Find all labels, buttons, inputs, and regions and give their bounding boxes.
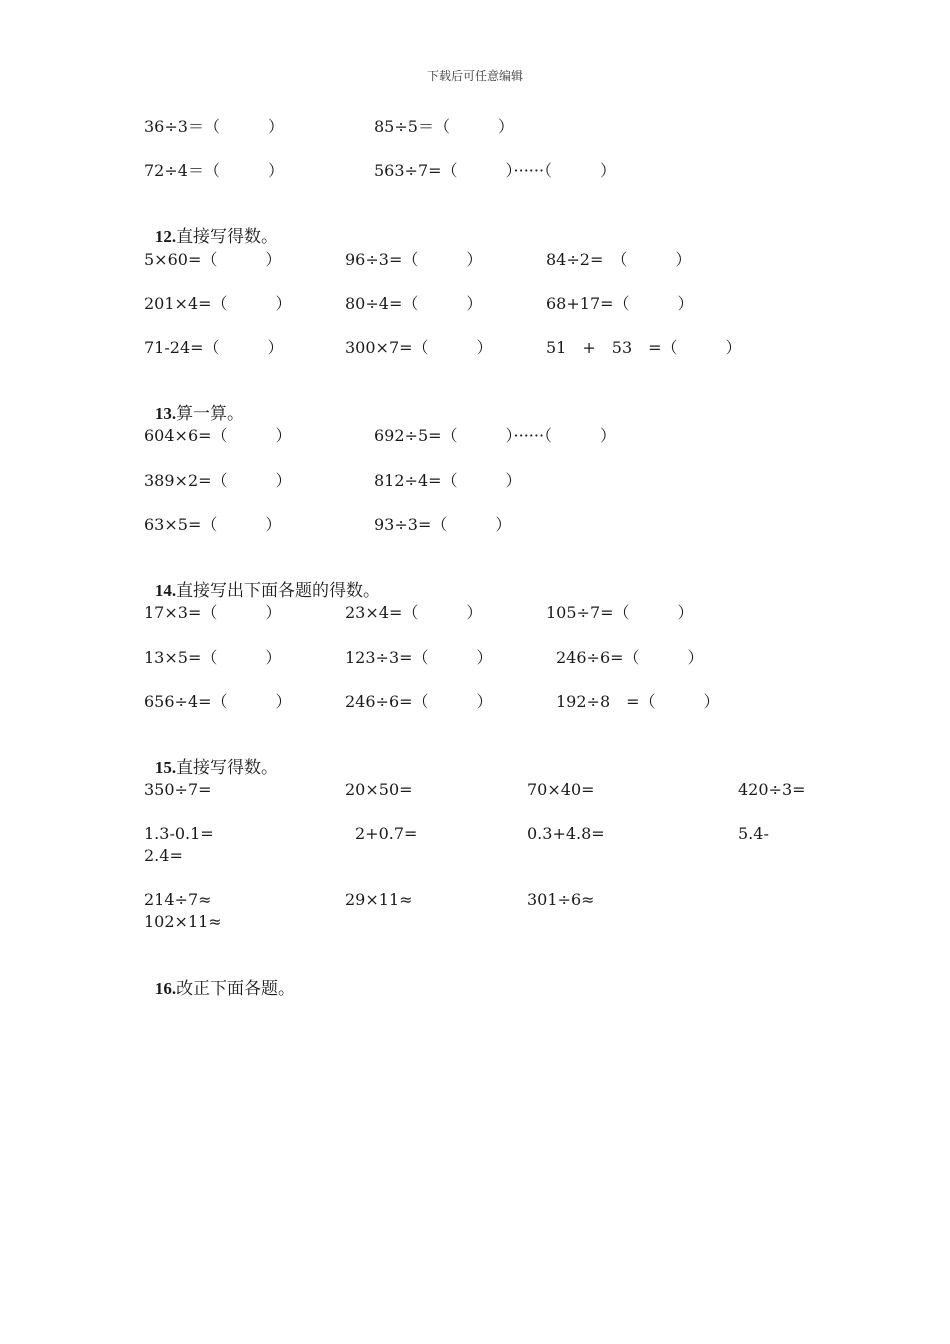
q12-number: 12. (154, 227, 177, 246)
q16-number: 16. (154, 979, 177, 998)
q13-r2-1: 389×2=（ ） (144, 471, 292, 490)
q13-r1-2: 692÷5=（ ）······（ ） (374, 426, 617, 445)
q12-r2-2: 80÷4=（ ） (345, 294, 483, 313)
q14-r2-1: 13×5=（ ） (144, 648, 282, 667)
q12-r3-1: 71-24=（ ） (144, 338, 284, 357)
q14-r3-1: 656÷4=（ ） (144, 692, 292, 711)
q15-heading (144, 735, 278, 779)
expr-a1-2: 85÷5＝（ ） (374, 117, 514, 136)
q15-r2-4: 5.4- (738, 824, 769, 843)
q12-title: 直接写得数。 (176, 227, 279, 247)
expr-a2-1: 72÷4＝（ ） (144, 161, 284, 180)
expr-a2-2: 563÷7=（ ）······（ ） (374, 161, 617, 180)
q15-r1-4: 420÷3= (738, 780, 806, 799)
q15-r1-2: 20×50= (345, 780, 413, 799)
q15-r1-1: 350÷7= (144, 780, 212, 799)
q12-r3-2: 300×7=（ ） (345, 338, 493, 357)
q13-heading (144, 381, 244, 425)
q12-r1-3: 84÷2= （ ） (546, 250, 692, 269)
q15-r3-1: 214÷7≈ (144, 890, 212, 909)
q15-r2-wrap: 2.4= (144, 846, 183, 865)
q13-title: 算一算。 (176, 404, 245, 424)
q12-r1-1: 5×60=（ ） (144, 250, 282, 269)
q16-heading (144, 956, 295, 1000)
page-header: 下载后可任意编辑 (426, 69, 523, 83)
q14-r3-3: 192÷8 =（ ） (556, 692, 720, 711)
q14-r3-2: 246÷6=（ ） (345, 692, 493, 711)
q13-number: 13. (154, 404, 177, 423)
q13-r3-2: 93÷3=（ ） (374, 515, 512, 534)
q15-title: 直接写得数。 (176, 758, 279, 778)
q12-r3-3: 51 + 53 =（ ） (546, 338, 742, 357)
q15-r1-3: 70×40= (527, 780, 595, 799)
q15-r2-2: 2+0.7= (355, 824, 418, 843)
q13-r1-1: 604×6=（ ） (144, 426, 292, 445)
q12-r1-2: 96÷3=（ ） (345, 250, 483, 269)
q12-r2-3: 68+17=（ ） (546, 294, 694, 313)
q15-number: 15. (154, 758, 177, 777)
q14-r2-2: 123÷3=（ ） (345, 648, 493, 667)
expr-a1-1: 36÷3＝（ ） (144, 117, 284, 136)
q15-r2-1: 1.3-0.1= (144, 824, 214, 843)
q15-r3-wrap: 102×11≈ (144, 912, 222, 931)
q14-r2-3: 246÷6=（ ） (556, 648, 704, 667)
q14-number: 14. (154, 581, 177, 600)
q14-r1-1: 17×3=（ ） (144, 603, 282, 622)
q15-r3-3: 301÷6≈ (527, 890, 595, 909)
q12-r2-1: 201×4=（ ） (144, 294, 292, 313)
q14-r1-2: 23×4=（ ） (345, 603, 483, 622)
q15-r2-3: 0.3+4.8= (527, 824, 605, 843)
q14-r1-3: 105÷7=（ ） (546, 603, 694, 622)
q16-title: 改正下面各题。 (176, 979, 296, 999)
q15-r3-2: 29×11≈ (345, 890, 413, 909)
q14-heading (144, 558, 380, 602)
q12-heading (144, 204, 278, 248)
q14-title: 直接写出下面各题的得数。 (176, 581, 381, 601)
q13-r3-1: 63×5=（ ） (144, 515, 282, 534)
q13-r2-2: 812÷4=（ ） (374, 471, 522, 490)
